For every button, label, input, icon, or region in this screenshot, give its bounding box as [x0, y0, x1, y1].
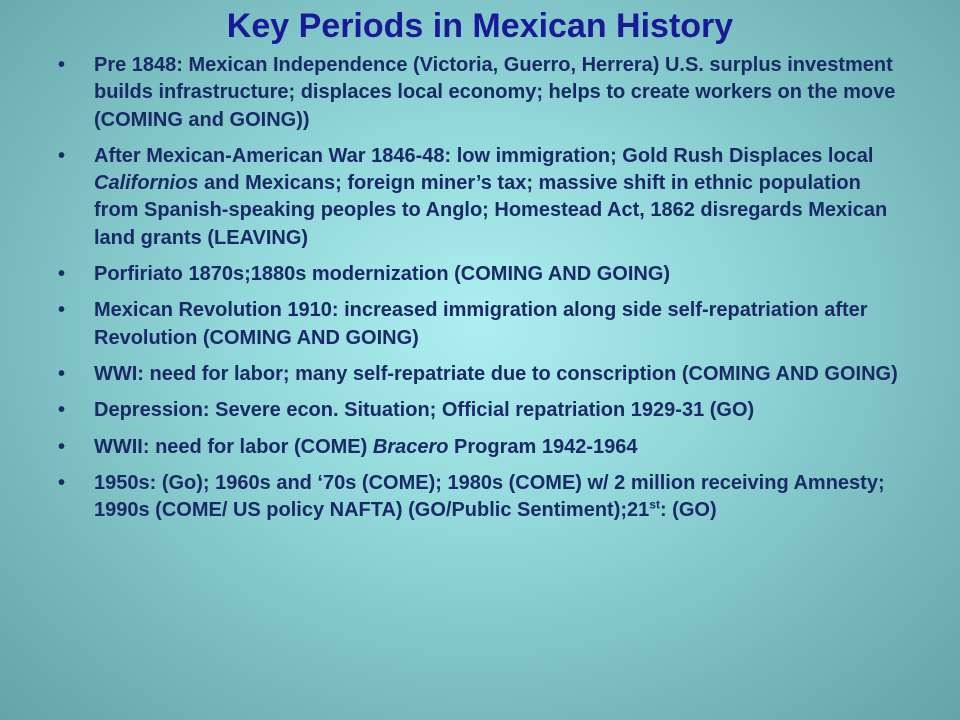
bullet-dot: •: [58, 471, 66, 494]
bullet-emphasis: Bracero: [372, 435, 449, 458]
bullet-emphasis: Californios: [94, 172, 199, 195]
bullet-text: Mexican Revolution 1910: increased immigration along side self-repatriation after Revolution (COMING AND GOING): [94, 299, 868, 349]
bullet-item: [56, 52, 906, 134]
bullet-text: Program 1942-1964: [448, 435, 638, 458]
bullet-item: [56, 143, 906, 252]
bullet-text: Porfiriato 1870s;1880s modernization (COMING AND GOING): [94, 263, 671, 286]
bullet-item: [56, 261, 906, 288]
bullet-dot: •: [58, 144, 66, 167]
bullet-item: [56, 434, 906, 461]
bullet-text: WWI: need for labor; many self-repatriate due to conscription (COMING AND GOING): [94, 362, 898, 385]
bullet-text: : (GO): [659, 499, 717, 522]
slide-title: Key Periods in Mexican History: [226, 7, 734, 45]
bullet-text: Depression: Severe econ. Situation; Official repatriation 1929-31 (GO): [94, 399, 755, 422]
bullet-dot: •: [58, 399, 66, 422]
bullet-item: [56, 297, 906, 352]
bullet-dot: •: [58, 263, 66, 286]
bullet-dot: •: [58, 299, 66, 322]
bullet-text: WWII: need for labor (COME): [94, 435, 373, 458]
bullet-text: After Mexican-American War 1846-48: low immigration; Gold Rush Displaces local: [94, 144, 874, 167]
bullet-superscript: st: [649, 497, 660, 512]
bullet-dot: •: [58, 362, 66, 385]
bullet-list: [56, 52, 906, 533]
bullet-text: and Mexicans; foreign miner’s tax; massive shift in ethnic population from Spanish-speaking peoples to Anglo; Homestead Act, 1862 disregards Mexican land grants (LEAVING): [94, 172, 888, 249]
bullet-item: [56, 361, 906, 388]
bullet-dot: •: [58, 435, 66, 458]
bullet-dot: •: [58, 54, 66, 76]
bullet-text: 1950s: (Go); 1960s and ‘70s (COME); 1980s (COME) w/ 2 million receiving Amnesty; 1990s (COME/ US policy NAFTA) (GO/Public Sentiment);21: [94, 471, 885, 522]
bullet-item: [56, 470, 906, 525]
bullet-text: Pre 1848: Mexican Independence (Victoria, Guerro, Herrera) U.S. surplus investment builds infrastructure; displaces local economy; helps to create workers on the move (COMING and GOING)): [94, 54, 896, 131]
bullet-item: [56, 397, 906, 424]
